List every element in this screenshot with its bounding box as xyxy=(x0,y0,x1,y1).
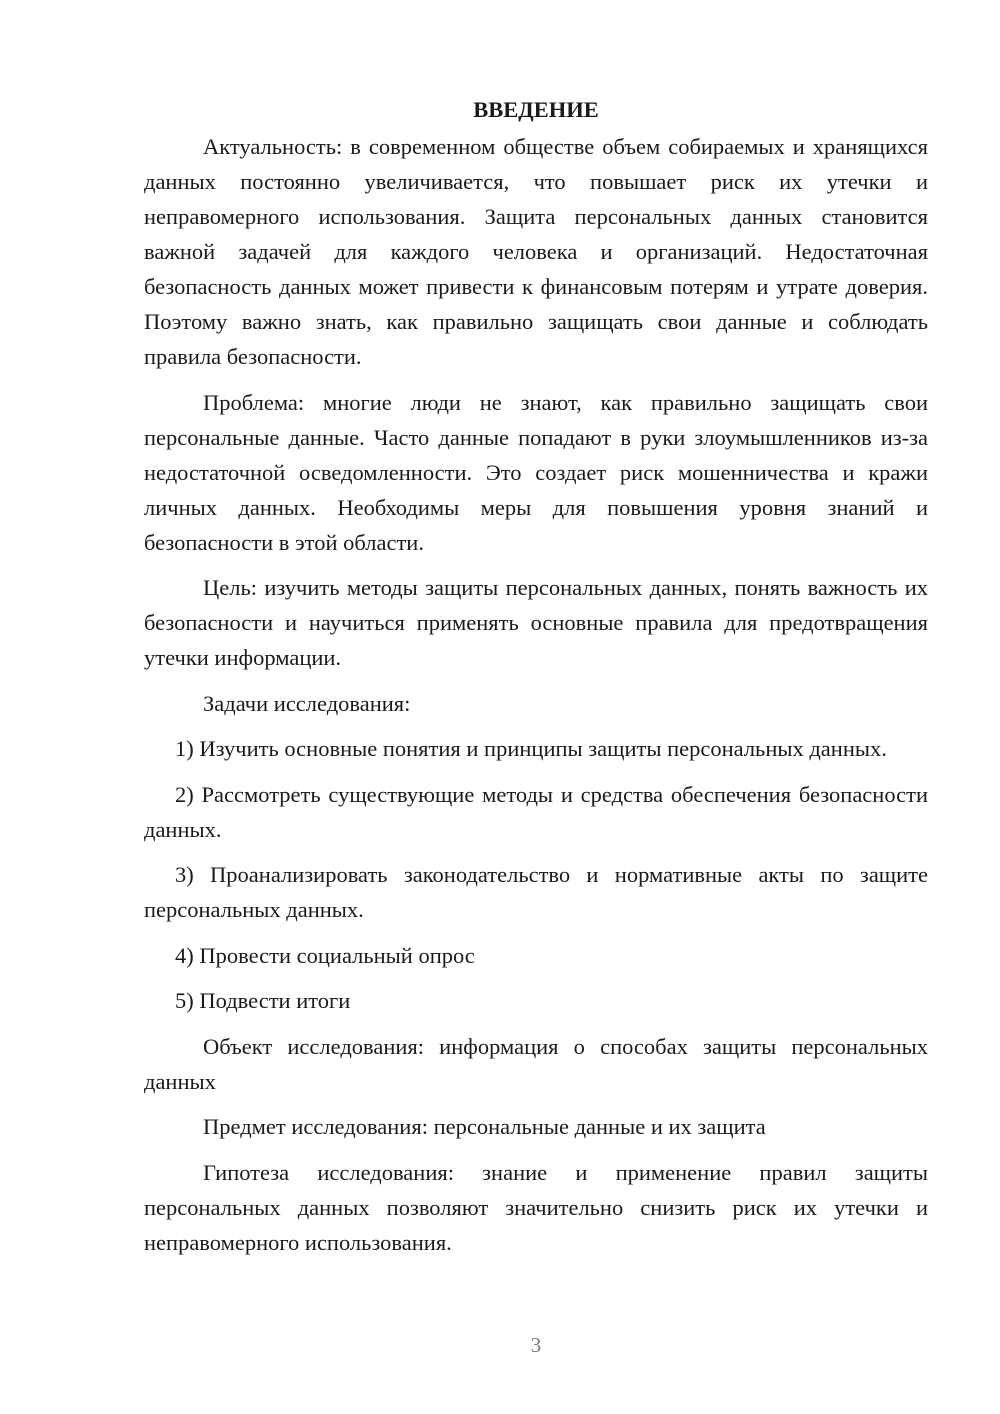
paragraph-problem: Проблема: многие люди не знают, как правильно защищать свои персональные данные. Часто данные попадают в руки злоумышленников из-за недостаточной осведомленности. Это создает риск мошенничества и кражи личных данных. Необходимы меры для повышения уровня знаний и безопасности в этой области. xyxy=(144,389,928,555)
paragraph-relevance: Актуальность: в современном обществе объем собираемых и хранящихся данных постоянно увеличивается, что повышает риск их утечки и неправомерного использования. Защита персональных данных становится важной задачей для каждого человека и организаций. Недостаточная безопасность данных может привести к финансовым потерям и утрате доверия. Поэтому важно знать, как правильно защищать свои данные и соблюдать правила безопасности. xyxy=(144,134,928,369)
task-item-2: 2) Рассмотреть существующие методы и средства обеспечения безопасности данных. xyxy=(144,781,928,842)
paragraph-subject: Предмет исследования: персональные данные и их защита xyxy=(203,1114,766,1139)
paragraph-goal: Цель: изучить методы защиты персональных данных, понять важность их безопасности и научиться применять основные правила для предотвращения утечки информации. xyxy=(144,575,928,670)
document-page xyxy=(144,92,928,1260)
task-item-4: 4) Провести социальный опрос xyxy=(175,942,475,968)
page-title: ВВЕДЕНИЕ xyxy=(473,97,599,122)
paragraph-tasks-heading: Задачи исследования: xyxy=(203,690,411,716)
task-item-3: 3) Проанализировать законодательство и нормативные акты по защите персональных данных. xyxy=(144,862,928,922)
task-item-5: 5) Подвести итоги xyxy=(175,988,351,1013)
page-number: 3 xyxy=(530,1333,542,1357)
paragraph-object: Объект исследования: информация о способах защиты персональных данных xyxy=(144,1033,928,1094)
task-item-1: 1) Изучить основные понятия и принципы защиты персональных данных. xyxy=(175,736,887,761)
paragraph-hypothesis: Гипотеза исследования: знание и применение правил защиты персональных данных позволяют значительно снизить риск их утечки и неправомерного использования. xyxy=(144,1159,928,1255)
